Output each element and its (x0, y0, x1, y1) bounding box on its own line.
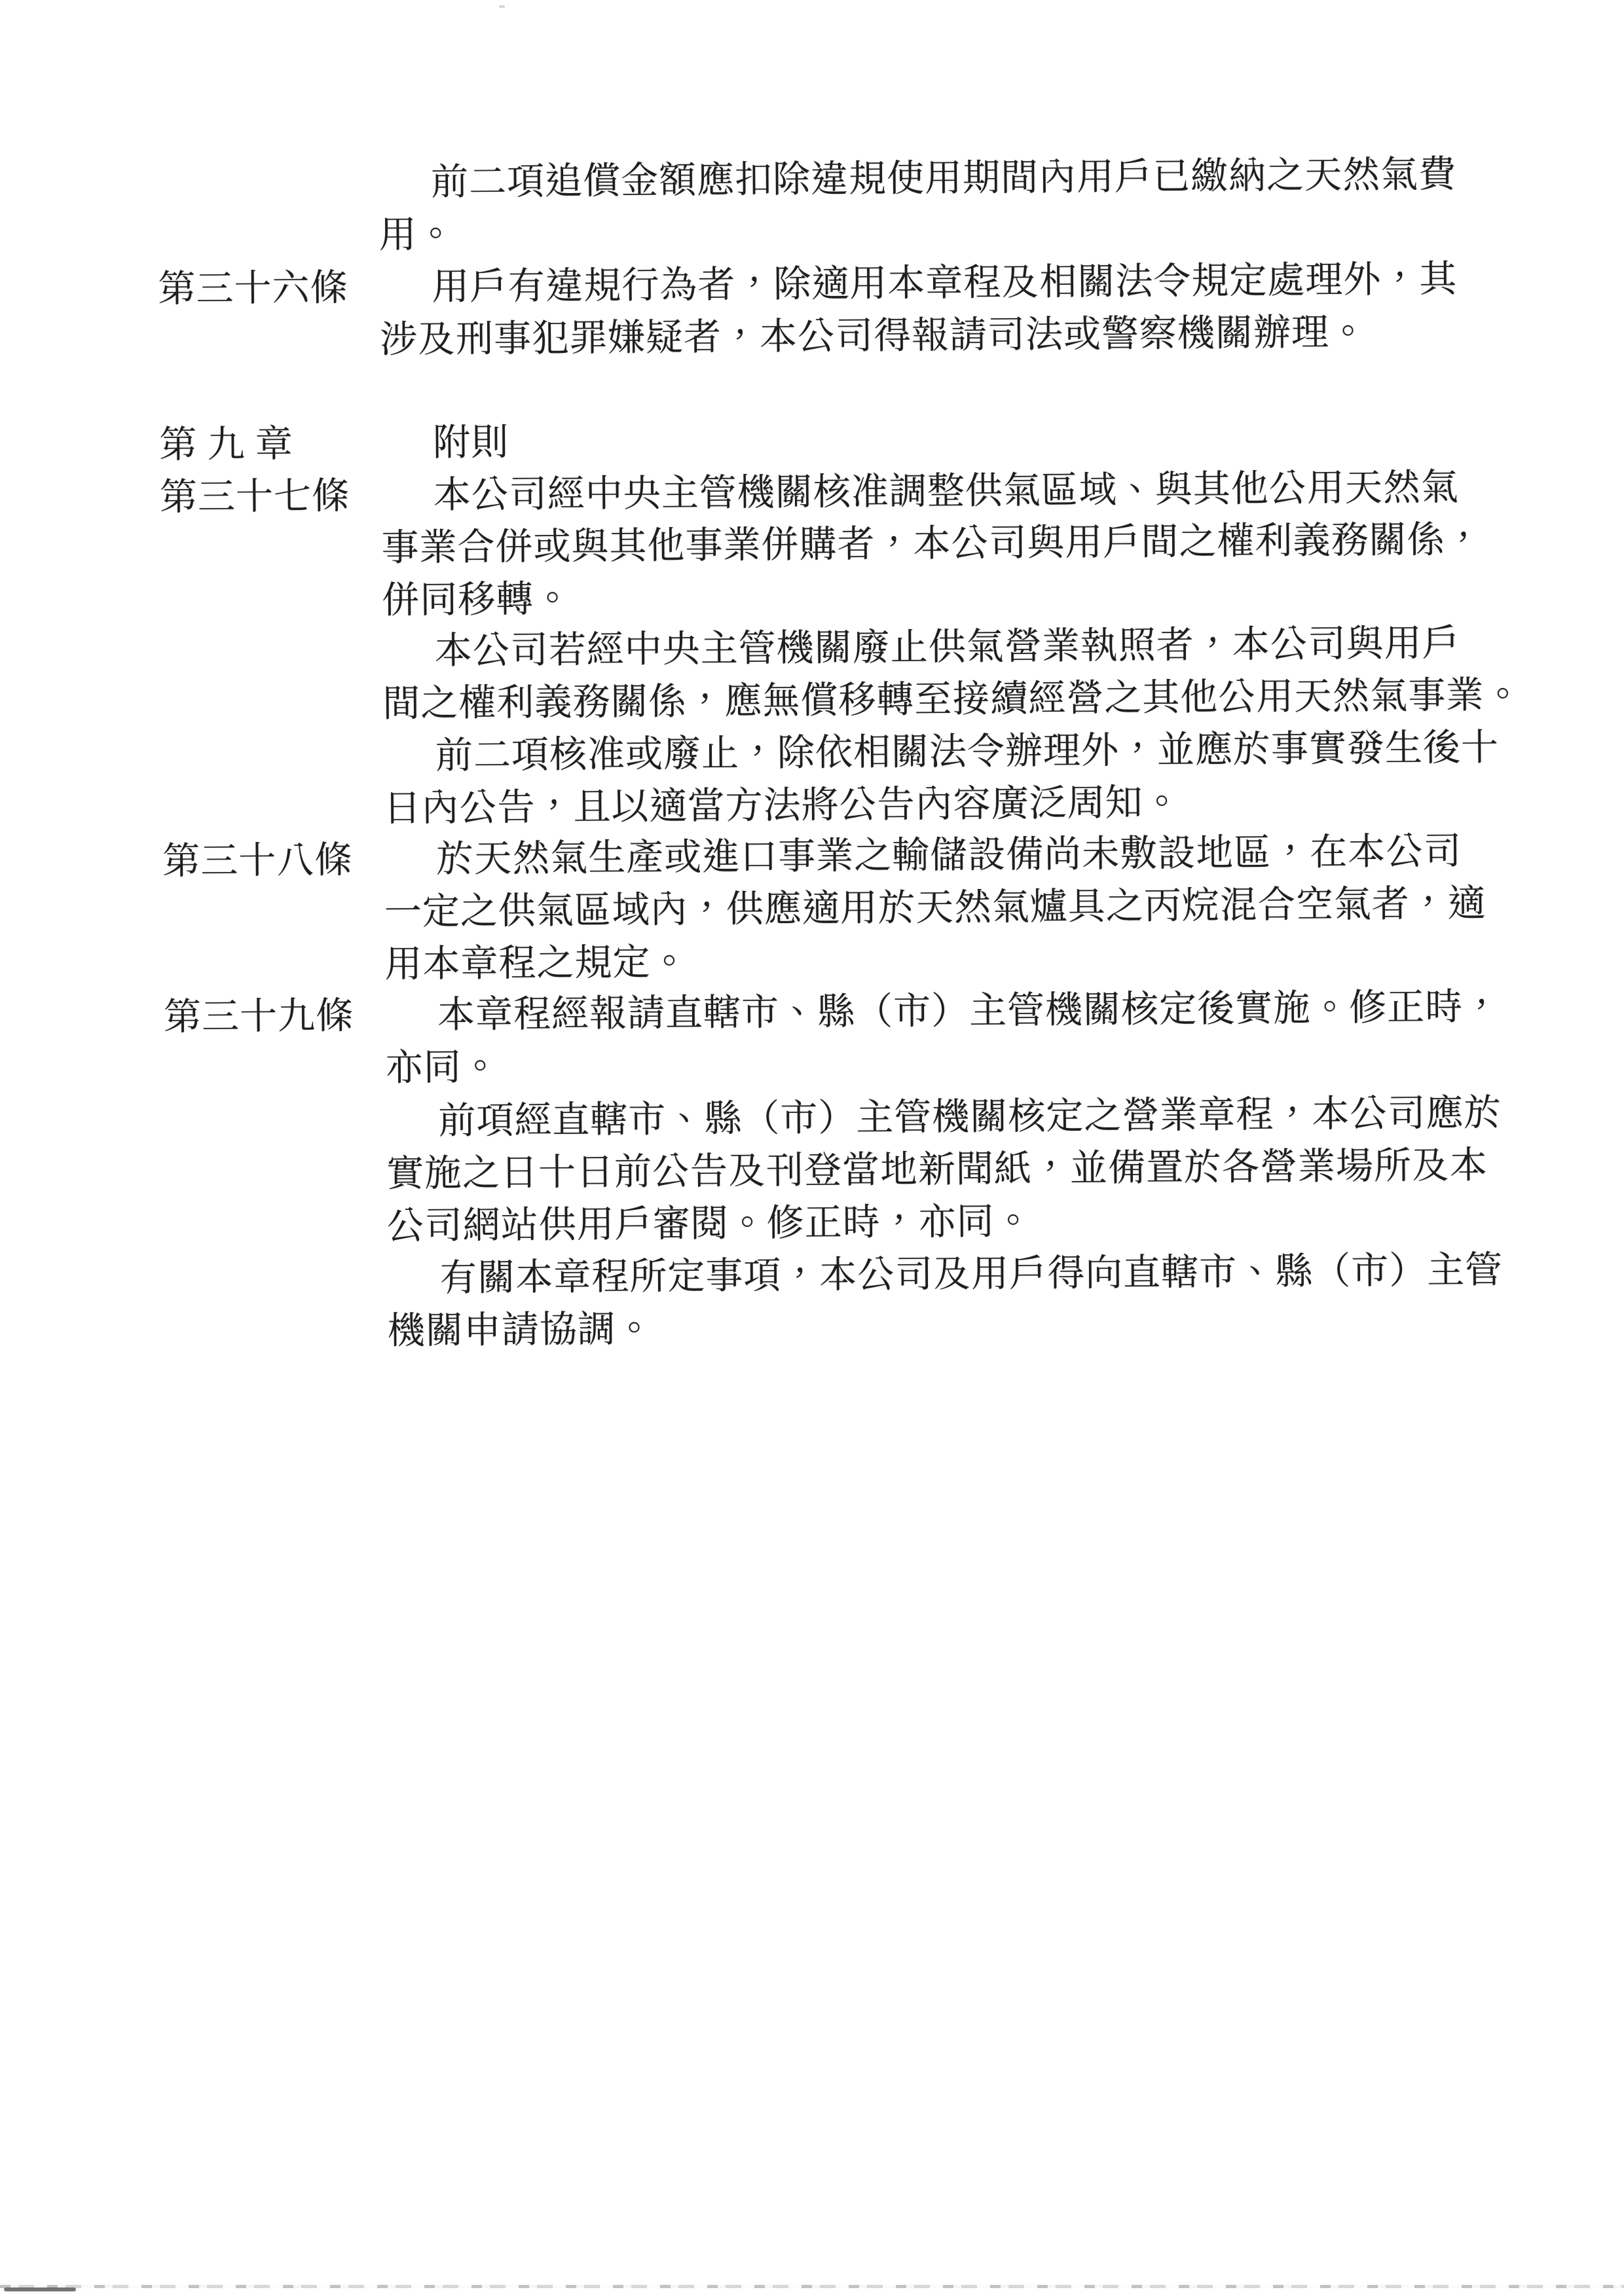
text-line: 用。 (378, 214, 456, 257)
text-line: 前二項追償金額應扣除違規使用期間內用戶已繳納之天然氣費 (430, 154, 1457, 204)
article-number: 第三十七條 (159, 475, 350, 519)
text-line: 日內公告，且以適當方法將公告內容廣泛周知。 (383, 782, 1181, 829)
scan-artifact-bottom-line (0, 2285, 1624, 2288)
text-line: 用戶有違規行為者，除適用本章程及相關法令規定處理外，其 (432, 259, 1458, 308)
text-line: 亦同。 (385, 1046, 500, 1089)
text-line: 本公司經中央主管機關核准調整供氣區域、與其他公用天然氣 (433, 467, 1460, 517)
chapter-title: 附則 (433, 422, 509, 464)
text-line: 前項經直轄市、縣（市）主管機關核定之營業章程，本公司應於 (438, 1092, 1502, 1142)
chapter-number: 第 九 章 (159, 424, 294, 466)
text-line: 用本章程之規定。 (384, 941, 689, 985)
article-number: 第三十八條 (162, 839, 353, 883)
text-line: 有關本章程所定事項，本公司及用戶得向直轄市、縣（市）主管 (439, 1249, 1504, 1300)
text-line: 本章程經報請直轄市、縣（市）主管機關核定後實施。修正時， (437, 986, 1502, 1036)
text-line: 併同移轉。 (381, 578, 572, 622)
text-line: 前二項核准或廢止，除依相關法令辦理外，並應於事實發生後十 (435, 727, 1500, 777)
text-line: 公司網站供用戶審閱。修正時，亦同。 (386, 1201, 1033, 1247)
scan-artifact-speck (499, 5, 505, 8)
text-line: 間之權利義務關係，應無償移轉至接續經營之其他公用天然氣事業。 (382, 674, 1522, 725)
text-line: 本公司若經中央主管機關廢止供氣營業執照者，本公司與用戶 (434, 623, 1460, 672)
text-line: 於天然氣生產或進口事業之輸儲設備尚未敷設地區，在本公司 (436, 831, 1462, 881)
text-line: 涉及刑事犯罪嫌疑者，本公司得報請司法或警察機關辦理。 (379, 312, 1368, 361)
scan-artifact-corner-mark (4, 2287, 76, 2291)
text-line: 實施之日十日前公告及刊登當地新聞紙，並備置於各營業場所及本 (386, 1144, 1488, 1195)
text-line: 事業合併或與其他事業併購者，本公司與用戶間之權利義務關係， (381, 519, 1483, 570)
text-line: 一定之供氣區域內，供應適用於天然氣爐具之丙烷混合空氣者，適 (384, 883, 1486, 933)
text-line: 機關申請協調。 (387, 1308, 654, 1352)
article-number: 第三十九條 (163, 995, 354, 1038)
article-number: 第三十六條 (158, 267, 348, 310)
